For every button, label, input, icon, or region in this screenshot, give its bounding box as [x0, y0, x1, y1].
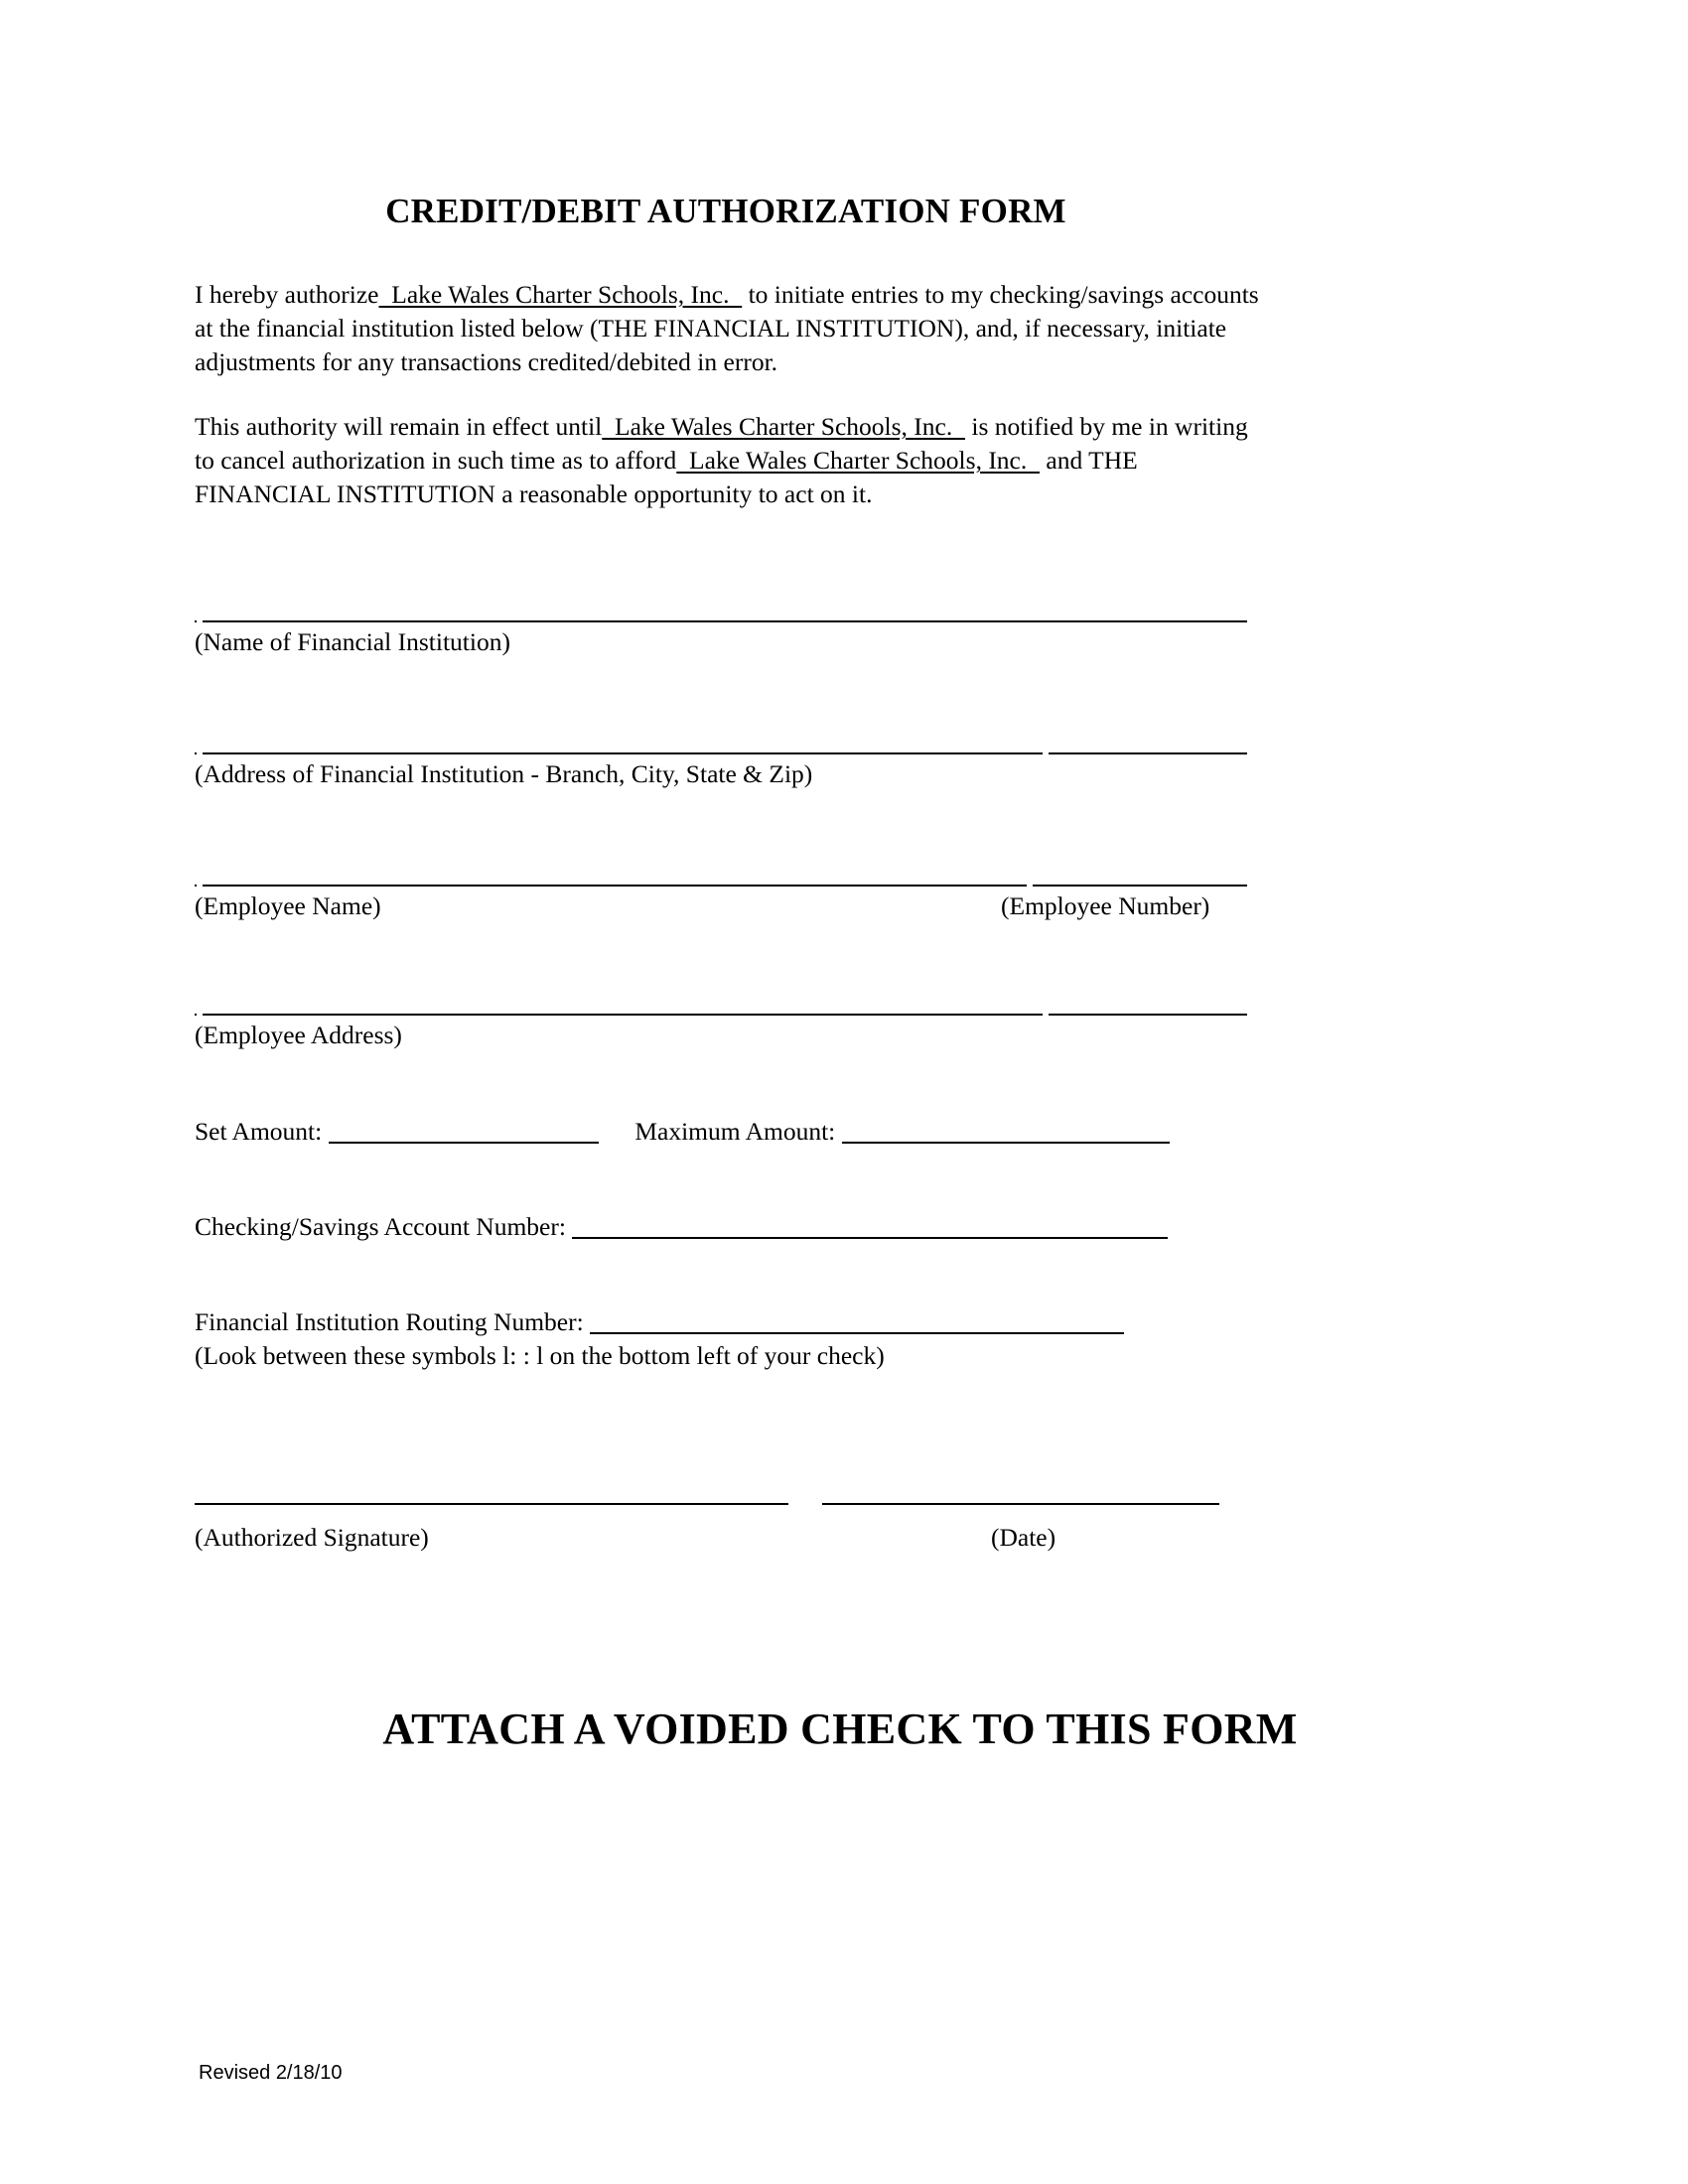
authorization-paragraph-1: [195, 278, 1273, 379]
organization-fill-3[interactable]: Lake Wales Charter Schools, Inc.: [676, 446, 1041, 475]
bank-address-field: [195, 752, 1273, 790]
paragraph1-lead: I hereby authorize: [195, 280, 379, 309]
account-number-row: [195, 1210, 1485, 1244]
signature-input[interactable]: [195, 1503, 788, 1505]
organization-fill-2[interactable]: Lake Wales Charter Schools, Inc.: [602, 412, 965, 441]
date-input[interactable]: [822, 1503, 1219, 1505]
employee-address-input[interactable]: [195, 1014, 1247, 1016]
set-amount-input[interactable]: [329, 1120, 599, 1144]
bank-name-caption-row: [195, 626, 1273, 658]
routing-number-input[interactable]: [590, 1310, 1124, 1334]
employee-name-caption: (Employee Name): [195, 891, 381, 920]
signature-date-field: [195, 1469, 1273, 1519]
employee-name-number-field: [195, 885, 1273, 922]
signature-date-caption-row: [195, 1523, 1485, 1557]
paragraph2-lead: This authority will remain in effect until: [195, 412, 603, 441]
employee-address-caption-row: [195, 1020, 1273, 1051]
authorization-paragraph-2: [195, 410, 1273, 511]
set-amount-label: Set Amount:: [195, 1117, 323, 1146]
bank-name-caption: (Name of Financial Institution): [195, 627, 510, 656]
amounts-row: [195, 1115, 1485, 1149]
bank-name-field: [195, 620, 1273, 658]
routing-number-hint: (Look between these symbols l: : l on the bottom left of your check): [195, 1341, 885, 1370]
bank-address-input[interactable]: [195, 752, 1247, 754]
bank-name-input[interactable]: [195, 620, 1247, 622]
employee-address-field: [195, 1014, 1273, 1051]
routing-number-row: [195, 1305, 1485, 1339]
page-title: CREDIT/DEBIT AUTHORIZATION FORM: [385, 192, 1066, 230]
maximum-amount-label: Maximum Amount:: [634, 1117, 836, 1146]
paragraph2-rest: and THE FINANCIAL INSTITUTION a reasonable opportunity to act on it.: [195, 446, 1138, 508]
bank-address-caption-row: [195, 758, 1273, 790]
organization-fill-1[interactable]: Lake Wales Charter Schools, Inc.: [378, 280, 743, 309]
document-content: [195, 0, 1485, 1754]
account-number-input[interactable]: [572, 1215, 1168, 1239]
employee-name-number-caption-row: [195, 890, 1273, 922]
maximum-amount-input[interactable]: [842, 1120, 1170, 1144]
employee-name-input[interactable]: [195, 885, 1247, 887]
attach-check-heading: ATTACH A VOIDED CHECK TO THIS FORM: [382, 1705, 1298, 1753]
footer-revision: Revised 2/18/10: [199, 2062, 343, 2084]
account-number-label: Checking/Savings Account Number:: [195, 1212, 566, 1241]
paragraph1-rest: to initiate entries to my checking/savings accounts at the financial institution listed below (THE FINANCIAL INSTITUTION), and, if necessary, initiate adjustments for any transactions credited/debited in error.: [195, 280, 1259, 376]
employee-address-caption: (Employee Address): [195, 1021, 402, 1049]
bank-address-caption: (Address of Financial Institution - Branch, City, State & Zip): [195, 759, 813, 788]
employee-number-caption: (Employee Number): [1001, 891, 1210, 920]
date-caption: (Date): [991, 1523, 1056, 1552]
routing-number-label: Financial Institution Routing Number:: [195, 1307, 584, 1336]
paragraph2-middle: is notified by me in writing to cancel authorization in such time as to afford: [195, 412, 1248, 475]
signature-caption: (Authorized Signature): [195, 1523, 429, 1552]
